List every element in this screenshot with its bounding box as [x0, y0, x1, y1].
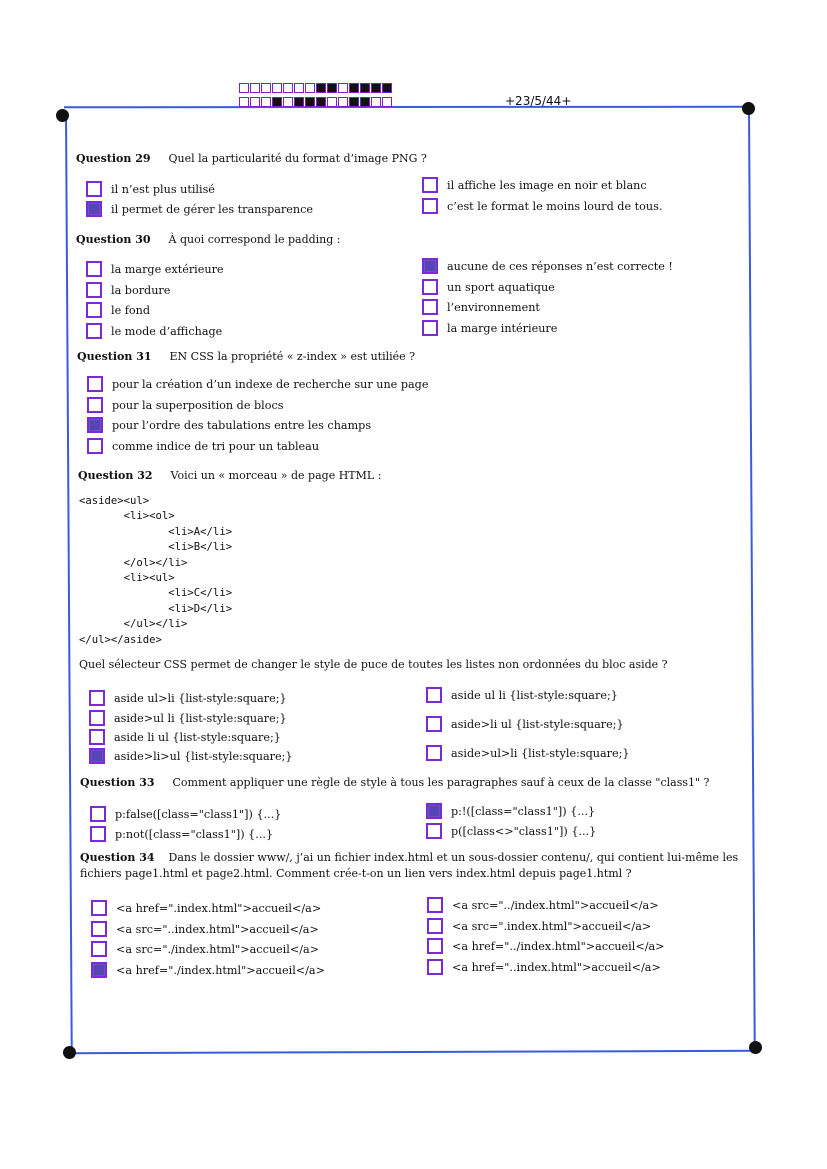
q30-option-8[interactable]: la marge intérieure: [422, 320, 557, 336]
question-30-label: Question 30: [76, 233, 151, 246]
checkbox[interactable]: [89, 729, 105, 745]
checkbox[interactable]: [90, 806, 106, 822]
checkbox-checked[interactable]: [86, 201, 102, 217]
checkbox[interactable]: [91, 941, 107, 957]
checkbox[interactable]: [422, 320, 438, 336]
question-33-text: Comment appliquer une règle de style à tous les paragraphes sauf à ceux de la classe "class1" ?: [172, 776, 710, 789]
barcode-cell: [360, 83, 370, 93]
checkbox[interactable]: [91, 921, 107, 937]
q34-option-4[interactable]: <a href="./index.html">accueil</a>: [91, 962, 325, 978]
q33-option-2[interactable]: p:not([class="class1"]) {...}: [90, 826, 273, 842]
checkbox[interactable]: [422, 198, 438, 214]
barcode-cell: [327, 83, 337, 93]
checkbox[interactable]: [426, 823, 442, 839]
checkbox[interactable]: [422, 299, 438, 315]
q31-option-2[interactable]: pour la superposition de blocs: [87, 397, 284, 413]
q33-option-1[interactable]: p:false([class="class1"]) {...}: [90, 806, 281, 822]
barcode-cell: [338, 83, 348, 93]
barcode-cell: [382, 97, 392, 107]
q30-option-1[interactable]: la marge extérieure: [86, 261, 224, 277]
q32-option-1[interactable]: aside ul>li {list-style:square;}: [89, 690, 287, 706]
question-29-label: Question 29: [76, 152, 151, 165]
q30-option-6[interactable]: un sport aquatique: [422, 279, 555, 295]
question-29-text: Quel la particularité du format d’image PNG ?: [168, 152, 427, 165]
question-30-title: [76, 233, 341, 246]
q34-option-5[interactable]: <a src="../index.html">accueil</a>: [427, 897, 659, 913]
q33-option-4[interactable]: p([class<>"class1"]) {...}: [426, 823, 596, 839]
barcode-cell: [327, 97, 337, 107]
q34-option-3[interactable]: <a src="./index.html">accueil</a>: [91, 941, 319, 957]
q31-option-3[interactable]: pour l’ordre des tabulations entre les champs: [87, 417, 371, 433]
checkbox[interactable]: [86, 261, 102, 277]
frame-bottom-line: [70, 1050, 756, 1054]
barcode-cell: [294, 83, 304, 93]
barcode-cell: [371, 83, 381, 93]
barcode-cell: [239, 83, 249, 93]
question-34-label: Question 34: [80, 851, 155, 864]
barcode-cell: [349, 97, 359, 107]
checkbox[interactable]: [427, 897, 443, 913]
checkbox[interactable]: [427, 959, 443, 975]
checkbox[interactable]: [86, 181, 102, 197]
checkbox-checked[interactable]: [422, 258, 438, 274]
q34-option-7[interactable]: <a href="../index.html">accueil</a>: [427, 938, 665, 954]
question-33-label: Question 33: [80, 776, 155, 789]
q30-option-4[interactable]: le mode d’affichage: [86, 323, 222, 339]
frame-top-line: [64, 106, 749, 108]
checkbox[interactable]: [422, 177, 438, 193]
checkbox[interactable]: [426, 687, 442, 703]
checkbox-checked[interactable]: [426, 803, 442, 819]
barcode-cell: [272, 83, 282, 93]
q31-option-4[interactable]: comme indice de tri pour un tableau: [87, 438, 319, 454]
q30-option-7[interactable]: l’environnement: [422, 299, 540, 315]
barcode-cell: [338, 97, 348, 107]
q32-option-2[interactable]: aside>ul li {list-style:square;}: [89, 710, 287, 726]
barcode-cell: [305, 97, 315, 107]
barcode-cell: [283, 97, 293, 107]
q30-option-2[interactable]: la bordure: [86, 282, 170, 298]
q32-option-3[interactable]: aside li ul {list-style:square;}: [89, 729, 281, 745]
barcode-cell: [239, 97, 249, 107]
barcode-cell: [305, 83, 315, 93]
barcode-row-1: [239, 83, 392, 93]
q34-option-6[interactable]: <a src=".index.html">accueil</a>: [427, 918, 651, 934]
barcode-cell: [294, 97, 304, 107]
checkbox[interactable]: [426, 716, 442, 732]
corner-mark-top-left: [56, 109, 69, 122]
q32-option-5[interactable]: aside ul li {list-style:square;}: [426, 687, 618, 703]
corner-mark-bottom-right: [749, 1041, 762, 1054]
checkbox[interactable]: [422, 279, 438, 295]
q34-option-8[interactable]: <a href="..index.html">accueil</a>: [427, 959, 661, 975]
checkbox[interactable]: [89, 690, 105, 706]
checkbox[interactable]: [86, 302, 102, 318]
question-30-text: À quoi correspond le padding :: [168, 233, 341, 246]
q32-option-7[interactable]: aside>ul>li {list-style:square;}: [426, 745, 629, 761]
html-code-snippet: <aside><ul> <li><ol> <li>A</li> <li>B</li> </ol></li> <li><ul> <li>C</li> <li>D</li> </ul></li> </ul></aside>: [79, 495, 233, 646]
sheet-code: +23/5/44+: [505, 94, 572, 108]
question-29-title: [76, 152, 427, 165]
question-32-label: Question 32: [78, 469, 153, 482]
q29-option-4[interactable]: c’est le format le moins lourd de tous.: [422, 198, 662, 214]
barcode-cell: [261, 97, 271, 107]
question-32-title: [78, 469, 381, 482]
barcode-cell: [316, 83, 326, 93]
q31-option-1[interactable]: pour la création d’un indexe de recherche sur une page: [87, 376, 428, 392]
q33-option-3[interactable]: p:!([class="class1"]) {...}: [426, 803, 595, 819]
q34-option-1[interactable]: <a href=".index.html">accueil</a>: [91, 900, 321, 916]
checkbox-checked[interactable]: [91, 962, 107, 978]
checkbox[interactable]: [87, 376, 103, 392]
barcode-cell: [261, 83, 271, 93]
barcode-row-2: [239, 97, 392, 107]
barcode-cell: [316, 97, 326, 107]
question-34-title: [80, 850, 750, 882]
q32-option-6[interactable]: aside>li ul {list-style:square;}: [426, 716, 624, 732]
barcode-cell: [283, 83, 293, 93]
question-33-title: [80, 776, 709, 789]
q32-option-4[interactable]: aside>li>ul {list-style:square;}: [89, 748, 292, 764]
checkbox[interactable]: [427, 918, 443, 934]
barcode-cell: [371, 97, 381, 107]
checkbox[interactable]: [89, 710, 105, 726]
barcode-cell: [382, 83, 392, 93]
q30-option-5[interactable]: aucune de ces réponses n’est correcte !: [422, 258, 673, 274]
q29-option-2[interactable]: il permet de gérer les transparence: [86, 201, 313, 217]
corner-mark-bottom-left: [63, 1046, 76, 1059]
checkbox[interactable]: [86, 323, 102, 339]
q29-option-3[interactable]: il affiche les image en noir et blanc: [422, 177, 647, 193]
frame-right-line: [748, 110, 755, 1048]
barcode-cell: [360, 97, 370, 107]
q34-option-2[interactable]: <a src="..index.html">accueil</a>: [91, 921, 319, 937]
checkbox[interactable]: [427, 938, 443, 954]
q30-option-3[interactable]: le fond: [86, 302, 150, 318]
barcode-cell: [349, 83, 359, 93]
question-32-text: Voici un « morceau » de page HTML :: [170, 469, 382, 482]
barcode-cell: [250, 97, 260, 107]
checkbox[interactable]: [90, 826, 106, 842]
question-31-label: Question 31: [77, 350, 152, 363]
corner-mark-top-right: [742, 102, 755, 115]
checkbox-checked[interactable]: [87, 417, 103, 433]
frame-left-line: [65, 112, 72, 1052]
question-31-text: EN CSS la propriété « z-index » est utiliée ?: [169, 350, 416, 363]
q29-option-1[interactable]: il n’est plus utilisé: [86, 181, 215, 197]
question-32-followup: Quel sélecteur CSS permet de changer le style de puce de toutes les listes non ordonnées du bloc aside ?: [79, 658, 668, 671]
question-34-text: Dans le dossier www/, j’ai un fichier index.html et un sous-dossier contenu/, qui contient lui-même les fichiers page1.html et page2.html. Comment crée-t-on un lien vers index.html depuis page1.html ?: [80, 851, 739, 880]
checkbox[interactable]: [426, 745, 442, 761]
checkbox[interactable]: [91, 900, 107, 916]
question-31-title: [77, 350, 415, 363]
checkbox[interactable]: [86, 282, 102, 298]
barcode-cell: [250, 83, 260, 93]
barcode-cell: [272, 97, 282, 107]
checkbox-checked[interactable]: [89, 748, 105, 764]
checkbox[interactable]: [87, 397, 103, 413]
checkbox[interactable]: [87, 438, 103, 454]
